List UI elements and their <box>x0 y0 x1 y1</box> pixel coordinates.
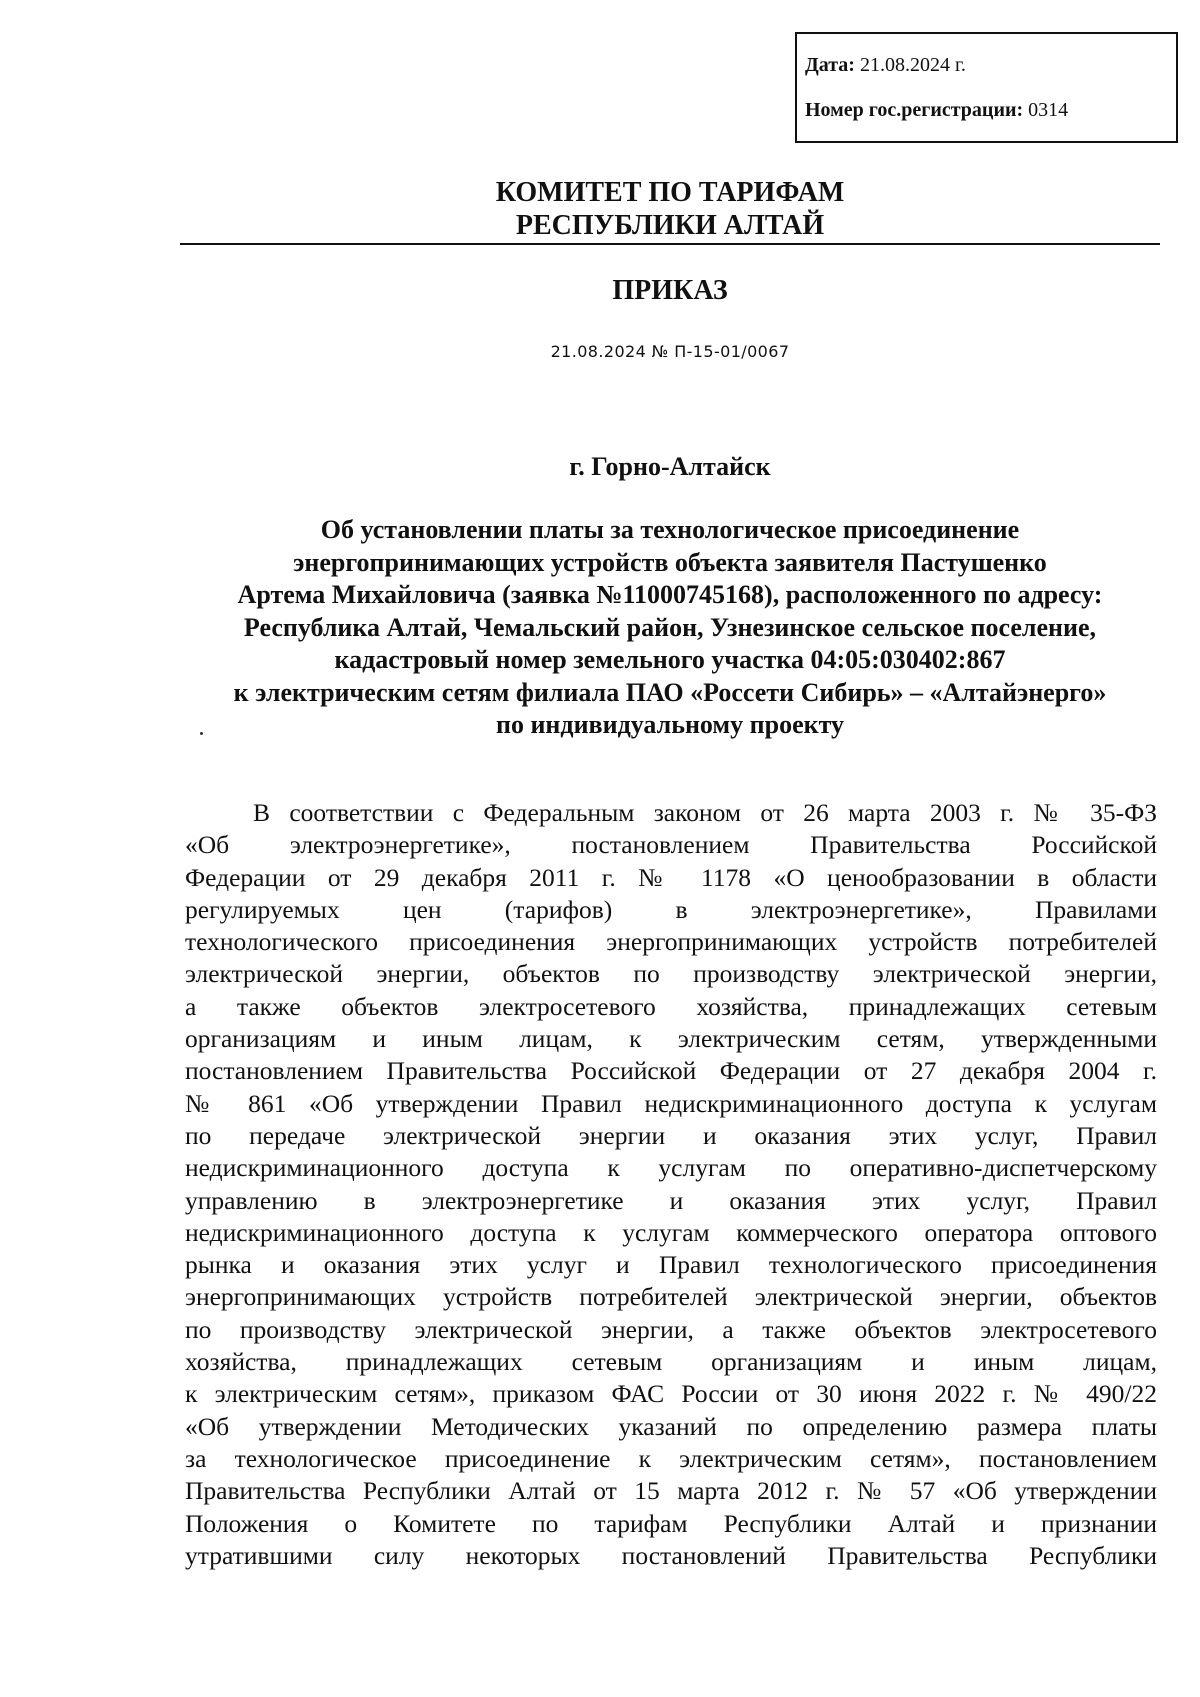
body-line: Правительства Республики Алтай от 15 марта 2012 г. № 57 «Об утверждении <box>185 1476 1157 1506</box>
body-line: а также объектов электросетевого хозяйства, принадлежащих сетевым <box>185 991 1157 1021</box>
registration-stamp <box>795 32 1178 143</box>
body-line: хозяйства, принадлежащих сетевым организациям и иным лицам, <box>185 1347 1157 1377</box>
body-line: недискриминационного доступа к услугам коммерческого оператора оптового <box>185 1217 1157 1247</box>
subject-line: энергопринимающих устройств объекта заявителя Пастушенко <box>293 547 1047 577</box>
stamp-registration-value: 0314 <box>1028 99 1069 121</box>
document-city: г. Горно-Алтайск <box>569 452 771 481</box>
body-line: «Об электроэнергетике», постановлением Правительства Российской <box>185 830 1157 860</box>
subject-line: кадастровый номер земельного участка 04:05:030402:867 <box>334 645 1006 674</box>
subject-line: Артема Михайловича (заявка №11000745168), расположенного по адресу: <box>237 580 1103 609</box>
subject-line: Республика Алтай, Чемальский район, Узнезинское сельское поселение, <box>243 612 1097 642</box>
body-line: по передаче электрической энергии и оказания этих услуг, Правил <box>185 1120 1157 1150</box>
body-line: регулируемых цен (тарифов) в электроэнергетике», Правилами <box>185 894 1157 924</box>
subject-line: по индивидуальному проекту <box>495 710 845 739</box>
stamp-date-label: Дата: <box>805 54 855 76</box>
body-line: к электрическим сетям», приказом ФАС России от 30 июня 2022 г. № 490/22 <box>185 1379 1157 1409</box>
organization-name-line-2: РЕСПУБЛИКИ АЛТАЙ <box>515 210 825 241</box>
stamp-registration-label: Номер гос.регистрации: <box>805 99 1024 121</box>
body-line: энергопринимающих устройств потребителей электрической энергии, объектов <box>185 1282 1157 1312</box>
organization-name-line-1: КОМИТЕТ ПО ТАРИФАМ <box>495 177 845 208</box>
document-subject <box>180 514 1160 742</box>
stamp-date-value: 21.08.2024 г. <box>859 54 966 76</box>
body-line: за технологическое присоединение к электрическим сетям», постановлением <box>185 1443 1157 1473</box>
body-line: электрической энергии, объектов по производству электрической энергии, <box>185 959 1157 989</box>
body-line: «Об утверждении Методических указаний по определению размера платы <box>185 1411 1157 1441</box>
body-line: организациям и иным лицам, к электрическим сетям, утвержденными <box>185 1024 1157 1054</box>
document-body <box>185 797 1157 1572</box>
body-line: № 861 «Об утверждении Правил недискриминационного доступа к услугам <box>185 1088 1157 1118</box>
body-line: постановлением Правительства Российской Федерации от 27 декабря 2004 г. <box>185 1056 1157 1086</box>
stamp-registration-row <box>805 99 1068 122</box>
header-divider <box>180 243 1160 245</box>
organization-name <box>180 176 1160 242</box>
subject-line: Об установлении платы за технологическое присоединение <box>320 515 1020 544</box>
body-line: технологического присоединения энергопринимающих устройств потребителей <box>185 927 1157 957</box>
scan-speck <box>200 732 203 735</box>
document-type: ПРИКАЗ <box>612 275 728 306</box>
document-number: 21.08.2024 № П-15-01/0067 <box>550 342 790 361</box>
body-line: по производству электрической энергии, а также объектов электросетевого <box>185 1314 1157 1344</box>
body-line: недискриминационного доступа к услугам по оперативно-диспетчерскому <box>185 1153 1157 1183</box>
body-line: В соответствии с Федеральным законом от 26 марта 2003 г. № 35-ФЗ <box>253 798 1157 827</box>
body-line: Положения о Комитете по тарифам Республики Алтай и признании <box>185 1508 1157 1538</box>
body-line: рынка и оказания этих услуг и Правил технологического присоединения <box>185 1250 1157 1280</box>
body-line: Федерации от 29 декабря 2011 г. № 1178 «О ценообразовании в области <box>185 862 1157 892</box>
body-line: утратившими силу некоторых постановлений Правительства Республики <box>185 1540 1157 1570</box>
subject-line: к электрическим сетям филиала ПАО «Россети Сибирь» – «Алтайэнерго» <box>233 677 1107 707</box>
stamp-date-row <box>805 54 966 77</box>
body-line: управлению в электроэнергетике и оказания этих услуг, Правил <box>185 1185 1157 1215</box>
